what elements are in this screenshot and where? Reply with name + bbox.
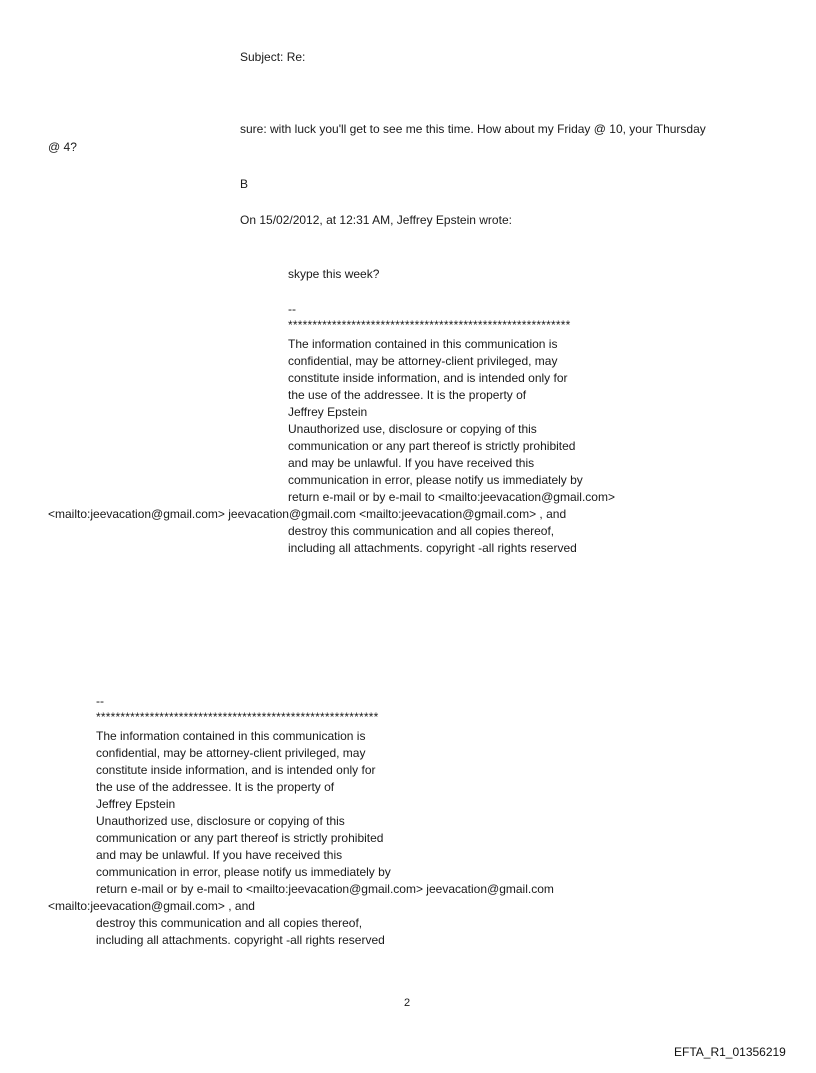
outer-disclaimer-line: including all attachments. copyright -all rights reserved: [96, 933, 385, 947]
outer-disclaimer-stars: **********************************************************: [96, 710, 379, 724]
reply-text-line-2: @ 4?: [48, 140, 77, 154]
outer-disclaimer-line: destroy this communication and all copies thereof,: [96, 916, 363, 930]
email-subject: Subject: Re:: [240, 50, 306, 64]
quote-header: On 15/02/2012, at 12:31 AM, Jeffrey Epstein wrote:: [240, 213, 512, 227]
outer-disclaimer-line: Unauthorized use, disclosure or copying of this: [96, 814, 345, 828]
document-id: EFTA_R1_01356219: [674, 1045, 786, 1059]
quoted-message: skype this week?: [288, 267, 380, 281]
outer-disclaimer-line: Jeffrey Epstein: [96, 797, 176, 811]
inner-disclaimer-line: Jeffrey Epstein: [288, 405, 368, 419]
page-number: 2: [404, 997, 411, 1009]
outer-disclaimer-line: confidential, may be attorney-client privileged, may: [96, 746, 366, 760]
outer-disclaimer-line: communication in error, please notify us immediately by: [96, 865, 391, 879]
inner-disclaimer-line: the use of the addressee. It is the property of: [288, 388, 527, 402]
reply-text-line-1: sure: with luck you'll get to see me this time. How about my Friday @ 10, your Thursday: [240, 122, 706, 136]
inner-disclaimer-wrap-line: <mailto:jeevacation@gmail.com> jeevacation@gmail.com <mailto:jeevacation@gmail.com> , and: [48, 507, 567, 521]
inner-disclaimer-line: constitute inside information, and is intended only for: [288, 371, 568, 385]
inner-disclaimer-stars: **********************************************************: [288, 318, 571, 332]
inner-disclaimer-line: communication or any part thereof is strictly prohibited: [288, 439, 576, 453]
outer-disclaimer-dashes: --: [96, 694, 104, 708]
outer-disclaimer-line: and may be unlawful. If you have received this: [96, 848, 343, 862]
outer-disclaimer-line: communication or any part thereof is strictly prohibited: [96, 831, 384, 845]
outer-disclaimer-wrap-line: <mailto:jeevacation@gmail.com> , and: [48, 899, 255, 913]
reply-signoff: B: [240, 177, 249, 191]
inner-disclaimer-line: confidential, may be attorney-client privileged, may: [288, 354, 558, 368]
inner-disclaimer-line: destroy this communication and all copies thereof,: [288, 524, 555, 538]
outer-disclaimer-line: The information contained in this communication is: [96, 729, 366, 743]
inner-disclaimer-line: return e-mail or by e-mail to <mailto:jeevacation@gmail.com>: [288, 490, 615, 504]
inner-disclaimer-line: The information contained in this communication is: [288, 337, 558, 351]
inner-disclaimer-line: communication in error, please notify us immediately by: [288, 473, 583, 487]
inner-disclaimer-line: Unauthorized use, disclosure or copying of this: [288, 422, 537, 436]
outer-disclaimer-line: constitute inside information, and is intended only for: [96, 763, 376, 777]
inner-disclaimer-line: and may be unlawful. If you have received this: [288, 456, 535, 470]
outer-disclaimer-line: return e-mail or by e-mail to <mailto:jeevacation@gmail.com> jeevacation@gmail.com: [96, 882, 554, 896]
inner-disclaimer-line: including all attachments. copyright -all rights reserved: [288, 541, 577, 555]
outer-disclaimer-line: the use of the addressee. It is the property of: [96, 780, 335, 794]
inner-disclaimer-dashes: --: [288, 302, 296, 316]
